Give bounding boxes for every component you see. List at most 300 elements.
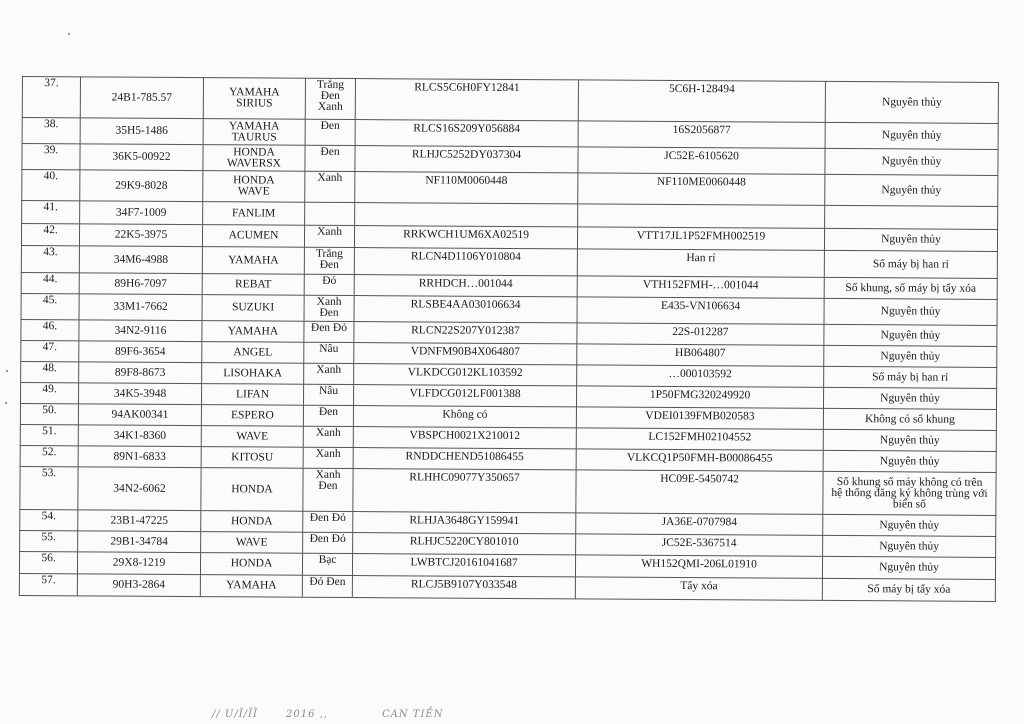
brand-cell [202, 363, 304, 385]
cell-line: 43. [43, 246, 58, 259]
cell-line: WH152QMI-206L01910 [641, 557, 757, 571]
frame-number-cell [355, 120, 578, 147]
cell-line: 36K5-00922 [112, 150, 171, 163]
cell-line: Nguyên thủy [879, 561, 939, 574]
engine-number-cell [578, 204, 825, 229]
cell-line: 55. [41, 531, 56, 544]
cell-line: 22S-012287 [672, 325, 729, 339]
cell-line: Đỏ Đen [309, 575, 346, 588]
cell-line: Bạc [318, 553, 337, 566]
cell-line: Nguyên thủy [880, 328, 941, 342]
row-number-cell [20, 424, 78, 445]
engine-number-cell [576, 449, 823, 472]
cell-line: Trắng [316, 78, 345, 91]
note-cell [823, 514, 996, 536]
plate-number-cell [78, 446, 201, 468]
cell-line: YAMAHA [229, 86, 280, 99]
brand-cell [200, 553, 302, 576]
cell-line: Nguyên thủy [880, 349, 941, 363]
cell-line: 34K5-3948 [113, 387, 167, 400]
brand-cell [202, 342, 304, 364]
cell-line: YAMAHA [228, 253, 279, 267]
frame-number-cell [354, 226, 577, 249]
note-cell [825, 122, 998, 149]
row-number-cell [22, 144, 80, 170]
cell-line: 44. [43, 273, 58, 286]
cell-line: Đen [320, 119, 340, 132]
brand-cell [202, 247, 304, 275]
cell-line: 22K5-3975 [114, 228, 168, 241]
note-cell [824, 298, 997, 325]
cell-line: 5C6H-128494 [668, 82, 735, 96]
row-number-cell [21, 319, 79, 340]
cell-line: 46. [42, 320, 58, 333]
cell-line: RLHHC09077Y350657 [409, 471, 520, 485]
cell-line: …000103592 [668, 367, 732, 381]
cell-line: 90H3-2864 [112, 578, 166, 591]
row-number-cell [21, 224, 79, 246]
cell-line: 54. [41, 510, 57, 523]
cell-line: 52. [41, 446, 57, 459]
plate-number-cell [77, 574, 200, 597]
cell-line: 38. [43, 118, 59, 131]
cell-line: Số máy bị han rỉ [872, 257, 949, 271]
color-cell [305, 145, 355, 171]
cell-line: Số máy bị han rỉ [872, 370, 949, 384]
color-cell [303, 511, 353, 532]
register-table-body [19, 77, 998, 602]
engine-number-cell [577, 249, 824, 278]
frame-number-cell [354, 322, 577, 344]
engine-number-cell [576, 513, 823, 536]
plate-number-cell [79, 294, 202, 321]
cell-line: RLHJC5252DY037304 [411, 148, 522, 162]
frame-number-cell [355, 203, 578, 227]
note-cell [824, 366, 997, 388]
cell-line: Tẩy xóa [680, 580, 718, 593]
row-number-cell [20, 382, 78, 403]
cell-line: WAVERSX [226, 156, 282, 170]
cell-line: 34M6-4988 [113, 253, 169, 266]
cell-line: HONDA [230, 557, 273, 570]
frame-number-cell [353, 406, 576, 428]
cell-line: RRHDCH…001044 [418, 277, 513, 291]
cell-line: 53. [41, 467, 57, 480]
note-cell [824, 277, 997, 299]
brand-cell [202, 321, 304, 343]
cell-line: VLFDCG012LF001388 [409, 387, 521, 401]
footer-scrawl-1: // U/Ĩ/ĨĨ [212, 709, 258, 720]
cell-line: 89N1-6833 [113, 450, 166, 463]
row-number-cell [20, 445, 78, 466]
scan-speck [68, 33, 70, 35]
cell-line: 23B1-47225 [110, 514, 169, 527]
engine-number-cell [577, 227, 824, 251]
cell-line: Nguyên thủy [879, 454, 940, 468]
cell-line: Xanh [316, 295, 342, 308]
cell-line: 29X8-1219 [112, 556, 166, 569]
cell-line: RLCN22S207Y012387 [411, 324, 520, 338]
cell-line: VLKCQ1P50FMH-B00086455 [626, 451, 773, 465]
brand-cell [201, 447, 303, 469]
cell-line: Đen [320, 89, 340, 102]
cell-line: Nguyên thủy [881, 155, 942, 168]
frame-number-cell [354, 275, 577, 297]
brand-cell [203, 202, 305, 226]
row-number-cell [21, 293, 79, 319]
frame-number-cell [355, 172, 578, 204]
cell-line: Đen Đỏ [310, 321, 348, 334]
cell-line: NF110M0060448 [425, 174, 508, 187]
brand-cell [203, 78, 305, 120]
note-cell [824, 324, 997, 346]
cell-line: 50. [42, 404, 57, 417]
cell-line: Đen Đỏ [309, 511, 346, 524]
note-cell [823, 387, 996, 409]
frame-number-cell [352, 576, 575, 599]
cell-line: Xanh [315, 468, 341, 481]
plate-number-cell [78, 383, 201, 405]
cell-line: 49. [42, 383, 57, 396]
cell-line: Nguyên thủy [881, 233, 941, 246]
cell-line: Nguyên thủy [879, 518, 940, 532]
frame-number-cell [353, 469, 576, 513]
frame-number-cell [353, 533, 576, 555]
row-number-cell [19, 551, 77, 573]
cell-line: Đen [318, 479, 338, 492]
cell-line: Số khung, số máy bị tẩy xóa [845, 281, 977, 295]
frame-number-cell [355, 146, 578, 173]
cell-line: RLCJ5B9107Y033548 [410, 578, 517, 592]
cell-line: WAVE [237, 185, 270, 198]
plate-number-cell [77, 552, 200, 575]
engine-number-cell [576, 407, 823, 430]
brand-cell [203, 119, 305, 146]
cell-line: 89F8-8673 [114, 366, 166, 379]
cell-line: 35H5-1486 [115, 124, 168, 137]
cell-line: Số khung số máy không có trên [836, 475, 983, 489]
cell-line: Đỏ [322, 274, 337, 287]
cell-line: E435-VN106634 [660, 299, 741, 313]
cell-line: KITOSU [231, 450, 274, 464]
brand-cell [201, 426, 303, 448]
footer-scrawl-2: 2016 ,, [286, 709, 328, 720]
cell-line: Xanh [315, 447, 341, 460]
cell-line: REBAT [234, 277, 272, 291]
frame-number-cell [354, 248, 577, 276]
cell-line: Nâu [319, 342, 339, 355]
color-cell [304, 363, 354, 384]
note-cell [824, 250, 997, 278]
cell-line: Đen [320, 145, 340, 158]
cell-line: 42. [43, 224, 58, 237]
cell-line: 33M1-7662 [113, 300, 168, 313]
cell-line: JC52E-6105620 [664, 149, 739, 163]
plate-number-cell [79, 341, 202, 363]
cell-line: Xanh [316, 363, 342, 376]
cell-line: 34N2-9116 [114, 324, 167, 337]
plate-number-cell [78, 510, 201, 532]
cell-line: SUZUKI [231, 301, 275, 314]
engine-number-cell [576, 386, 823, 409]
row-number-cell [21, 245, 79, 272]
brand-cell [202, 225, 304, 248]
cell-line: Nguyên thủy [881, 129, 942, 142]
plate-number-cell [78, 467, 201, 511]
row-number-cell [22, 201, 80, 224]
frame-number-cell [353, 512, 576, 534]
cell-line: 24B1-785.57 [111, 91, 173, 104]
cell-line: Xanh [317, 100, 343, 113]
color-cell [304, 342, 354, 363]
brand-cell [203, 145, 305, 172]
note-cell [824, 345, 997, 367]
cell-line: ACUMEN [228, 229, 279, 242]
frame-number-cell [353, 385, 576, 407]
cell-line: 45. [42, 294, 58, 307]
table-row [20, 466, 996, 515]
cell-line: 51. [42, 425, 57, 438]
brand-cell [200, 575, 302, 598]
cell-line: WAVE [235, 535, 268, 549]
plate-number-cell [78, 531, 201, 553]
cell-line: LC152FMH02104552 [648, 430, 752, 444]
engine-number-cell [575, 555, 822, 579]
cell-line: 89H6-7097 [114, 277, 167, 290]
frame-number-cell [353, 448, 576, 470]
plate-number-cell [79, 320, 202, 342]
cell-line: HONDA [231, 482, 273, 496]
cell-line: NF110ME0060448 [656, 175, 746, 189]
cell-line [580, 207, 822, 208]
cell-line: 1P50FMG320249920 [649, 388, 751, 402]
cell-line: LISOHAKA [223, 366, 283, 380]
cell-line: RRKWCH1UM6XA02519 [403, 228, 530, 242]
color-cell [305, 202, 355, 225]
frame-number-cell [354, 343, 577, 365]
engine-number-cell [577, 297, 824, 325]
row-number-cell [21, 340, 79, 361]
row-number-cell [19, 573, 77, 595]
engine-number-cell [577, 344, 824, 367]
cell-line: HB064807 [675, 346, 726, 360]
cell-line: Nguyên thủy [881, 95, 942, 109]
cell-line: RLHJA3648GY159941 [409, 514, 520, 528]
cell-line: RLHJC5220CY801010 [409, 535, 519, 549]
plate-number-cell [79, 362, 202, 384]
cell-line: Đen [318, 405, 339, 418]
engine-number-cell [578, 173, 825, 206]
brand-cell [201, 405, 303, 427]
note-cell [823, 429, 996, 451]
table-row [22, 77, 998, 124]
footer-scrawl-3: CAN TIỀN [382, 709, 444, 720]
cell-line: HC09E-5450742 [660, 472, 739, 486]
color-cell [304, 321, 354, 342]
cell-line: YAMAHA [227, 324, 279, 338]
cell-line: FANLIM [232, 206, 276, 220]
cell-line: 39. [43, 144, 59, 157]
engine-number-cell [578, 80, 825, 123]
cell-line: 34K1-8360 [113, 429, 167, 442]
plate-number-cell [80, 144, 203, 171]
cell-line: VDNFM90B4X064807 [410, 345, 520, 359]
plate-number-cell [78, 404, 201, 426]
cell-line: biển số [892, 497, 926, 511]
cell-line: RLCS5C6H0FY12841 [414, 81, 520, 95]
cell-line: RLCN4D1106Y010804 [410, 250, 521, 264]
cell-line: RLCS16S209Y056884 [413, 122, 521, 136]
cell-line: HONDA [233, 145, 275, 159]
note-cell [825, 205, 998, 229]
cell-line: Nguyên thủy [879, 539, 940, 553]
engine-number-cell [576, 470, 823, 515]
cell-line: Đen [319, 258, 339, 271]
cell-line: Nguyên thủy [880, 391, 940, 405]
row-number-cell [20, 403, 78, 424]
note-cell [823, 408, 996, 430]
cell-line: Nguyên thủy [879, 433, 940, 447]
cell-line: YAMAHA [226, 579, 277, 592]
cell-line: VTH152FMH-…001044 [642, 278, 759, 292]
cell-line: Số máy bị tẩy xóa [867, 583, 951, 596]
row-number-cell [21, 361, 79, 382]
cell-line: hệ thống đăng ký không trùng với [831, 486, 988, 500]
cell-line: VTT17JL1P52FMH002519 [636, 229, 766, 243]
cell-line: TAURUS [231, 130, 277, 144]
engine-number-cell [575, 577, 822, 601]
cell-line: 48. [42, 362, 57, 375]
cell-line: Xanh [317, 225, 343, 238]
plate-number-cell [80, 118, 203, 145]
color-cell [305, 78, 355, 119]
cell-line: JA36E-0707984 [661, 515, 738, 529]
cell-line: 94AK00341 [111, 408, 169, 421]
frame-number-cell [353, 427, 576, 449]
plate-number-cell [80, 77, 203, 119]
cell-line: ESPERO [230, 408, 274, 422]
plate-number-cell [80, 170, 203, 202]
cell-line: Đen [319, 306, 339, 319]
cell-line: WAVE [236, 429, 269, 443]
row-number-cell [22, 77, 80, 118]
color-cell [304, 295, 354, 321]
cell-line: 29B1-34784 [110, 535, 168, 548]
row-number-cell [21, 272, 79, 293]
engine-number-cell [578, 147, 825, 175]
note-cell [825, 148, 998, 175]
frame-number-cell [354, 296, 577, 323]
row-number-cell [22, 170, 80, 201]
cell-line: Xanh [315, 426, 341, 439]
row-number-cell [22, 118, 80, 144]
engine-number-cell [576, 428, 823, 451]
cell-line [357, 206, 575, 207]
brand-cell [202, 295, 304, 322]
cell-line: 16S2056877 [672, 123, 731, 137]
cell-line: 57. [41, 574, 56, 587]
cell-line: 47. [42, 341, 58, 354]
cell-line: Nguyên thủy [881, 183, 942, 197]
cell-line: VLKDCG012KL103592 [407, 366, 523, 380]
cell-line: Nguyên thủy [880, 305, 941, 318]
cell-line: VBSPCH0021X210012 [409, 429, 521, 443]
engine-number-cell [577, 323, 824, 346]
row-number-cell [20, 530, 78, 551]
color-cell [302, 575, 352, 597]
cell-line: 29K9-8028 [115, 179, 168, 192]
note-cell [823, 471, 996, 515]
cell-line: Không có [442, 408, 488, 421]
color-cell [303, 405, 353, 426]
scan-speck [5, 402, 7, 404]
cell-line: ANGEL [233, 345, 273, 359]
note-cell [823, 450, 996, 472]
color-cell [302, 553, 352, 575]
cell-line: Xanh [317, 171, 343, 184]
cell-line: 34F7-1009 [115, 206, 167, 219]
vehicle-register-table [19, 76, 999, 602]
color-cell [303, 532, 353, 553]
color-cell [304, 274, 354, 295]
plate-number-cell [78, 425, 201, 447]
cell-line: LIFAN [236, 387, 270, 401]
brand-cell [203, 171, 305, 203]
color-cell [304, 225, 354, 247]
cell-line: RLSBE4AA030106634 [410, 298, 521, 312]
engine-number-cell [577, 276, 824, 299]
cell-line: LWBTCJ20161041687 [410, 556, 518, 570]
color-cell [305, 119, 355, 145]
engine-number-cell [578, 121, 825, 149]
note-cell [822, 556, 995, 579]
note-cell [822, 578, 995, 601]
cell-line: VDEI0139FMB020583 [645, 409, 755, 423]
cell-line: Không có số khung [864, 412, 955, 426]
cell-line: RNDDCHEND51086455 [405, 450, 524, 464]
color-cell [303, 447, 353, 468]
cell-line: 89F6-3654 [115, 345, 166, 358]
cell-line: HONDA [233, 174, 275, 187]
plate-number-cell [79, 273, 202, 295]
cell-line: Nâu [318, 384, 339, 397]
table-row [19, 573, 995, 601]
color-cell [303, 426, 353, 447]
cell-line: JC52E-5367514 [661, 536, 737, 550]
cell-line: Han rỉ [686, 252, 716, 265]
plate-number-cell [79, 246, 202, 274]
cell-line: 34N2-6062 [113, 482, 166, 495]
color-cell [305, 171, 355, 202]
brand-cell [201, 532, 303, 554]
brand-cell [201, 384, 303, 406]
frame-number-cell [354, 364, 577, 386]
cell-line: 37. [44, 77, 59, 90]
note-cell [824, 228, 997, 251]
note-cell [825, 174, 998, 206]
brand-cell [201, 468, 303, 512]
cell-line: YAMAHA [228, 119, 280, 133]
color-cell [303, 384, 353, 405]
cell-line: 41. [43, 201, 58, 214]
cell-line: 40. [43, 170, 59, 183]
engine-number-cell [577, 365, 824, 388]
color-cell [304, 247, 354, 274]
color-cell [303, 468, 353, 511]
plate-number-cell [79, 224, 202, 247]
plate-number-cell [80, 201, 203, 225]
row-number-cell [20, 509, 78, 530]
